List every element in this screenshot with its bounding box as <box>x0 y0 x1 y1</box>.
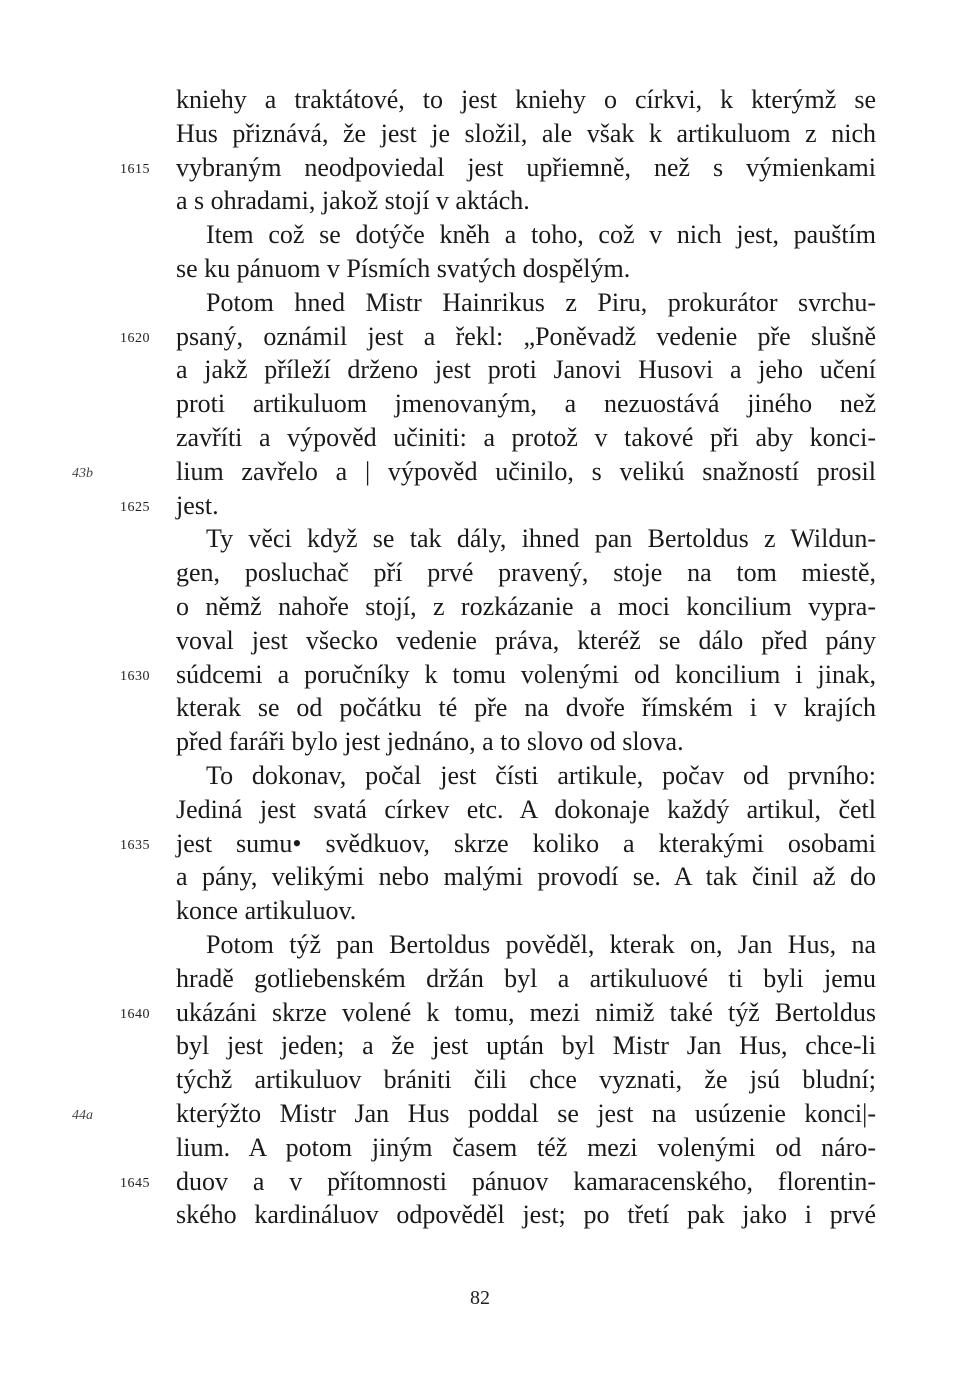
line-number: 1645 <box>120 1175 150 1191</box>
text-line: hradě gotliebenském držán byl a artikuluové ti byli jemu <box>176 963 876 993</box>
page-number: 82 <box>470 1287 490 1309</box>
text-line: a pány, velikými nebo malými provodí se. A tak činil až do <box>176 862 876 892</box>
text-line: konce artikuluov. <box>176 896 357 926</box>
line-number: 1635 <box>120 837 150 853</box>
text-line: ského kardináluov odpověděl jest; po třetí pak jako i prvé <box>176 1200 876 1230</box>
folio-mark: 43b <box>72 465 93 481</box>
text-line: týchž artikuluov brániti čili chce vyznati, že jsú bludní; <box>176 1065 876 1095</box>
text-line: se ku pánuom v Písmích svatých dospělým. <box>176 254 631 283</box>
text-line: ukázáni skrze volené k tomu, mezi nimiž také týž Bertoldus <box>176 997 876 1027</box>
text-line: kterýžto Mistr Jan Hus poddal se jest na usúzenie konci|- <box>176 1099 876 1128</box>
folio-mark: 44a <box>72 1108 93 1123</box>
text-line: Potom hned Mistr Hainrikus z Piru, prokurátor svrchu- <box>206 287 876 317</box>
text-line: To dokonav, počal jest čísti artikule, počav od prvního: <box>206 761 876 790</box>
text-line: Hus přiznává, že jest je složil, ale však k artikuluom z nich <box>176 118 876 148</box>
text-line: o němž nahoře stojí, z rozkázanie a moci koncilium vypra- <box>176 592 876 621</box>
text-line: kniehy a traktátové, to jest kniehy o církvi, k kterýmž se <box>176 85 876 114</box>
text-line: před faráři bylo jest jednáno, a to slovo od slova. <box>176 727 684 757</box>
text-line: kterak se od počátku té pře na dvoře římském i v krajích <box>176 693 876 723</box>
line-number: 1620 <box>120 330 150 346</box>
text-line: a jakž příleží drženo jest proti Janovi Husovi a jeho učení <box>176 355 876 385</box>
text-line: a s ohradami, jakož stojí v aktách. <box>176 186 530 216</box>
text-line: lium. A potom jiným časem též mezi volenými od náro- <box>176 1132 876 1162</box>
text-line: Item což se dotýče kněh a toho, což v nich jest, pauštím <box>206 220 876 250</box>
text-line: jest sumu• svědkuov, skrze koliko a kterakými osobami <box>176 828 876 858</box>
text-line: proti artikuluom jmenovaným, a nezuostává jiného než <box>176 389 876 419</box>
text-line: Potom týž pan Bertoldus pověděl, kterak on, Jan Hus, na <box>206 930 876 959</box>
text-line: byl jest jeden; a že jest uptán byl Mistr Jan Hus, chce-li <box>176 1031 876 1061</box>
line-number: 1640 <box>120 1006 150 1022</box>
text-line: Jediná jest svatá církev etc. A dokonaje každý artikul, četl <box>176 794 876 824</box>
text-line: gen, posluchač pří prvé pravený, stoje na tom miestě, <box>176 558 876 588</box>
line-number: 1615 <box>120 161 150 177</box>
text-line: súdcemi a poručníky k tomu volenými od koncilium i jinak, <box>176 659 876 689</box>
text-line: vybraným neodpoviedal jest upřiemně, než s výmienkami <box>176 152 876 182</box>
text-line: zavříti a výpověd učiniti: a protož v takové při aby konci- <box>176 423 876 452</box>
text-line: duov a v přítomnosti pánuov kamaracenského, florentin- <box>176 1166 876 1196</box>
line-number: 1625 <box>120 499 150 515</box>
line-number: 1630 <box>120 668 150 684</box>
text-line: psaný, oznámil jest a řekl: „Poněvadž vedenie pře slušně <box>176 321 876 351</box>
text-line: Ty věci když se tak dály, ihned pan Bertoldus z Wildun- <box>206 524 876 554</box>
text-line: voval jest všecko vedenie práva, kteréž se dálo před pány <box>176 625 876 655</box>
text-line: lium zavřelo a | výpověd učinilo, s velikú snažností prosil <box>176 456 876 486</box>
text-line: jest. <box>176 490 219 520</box>
